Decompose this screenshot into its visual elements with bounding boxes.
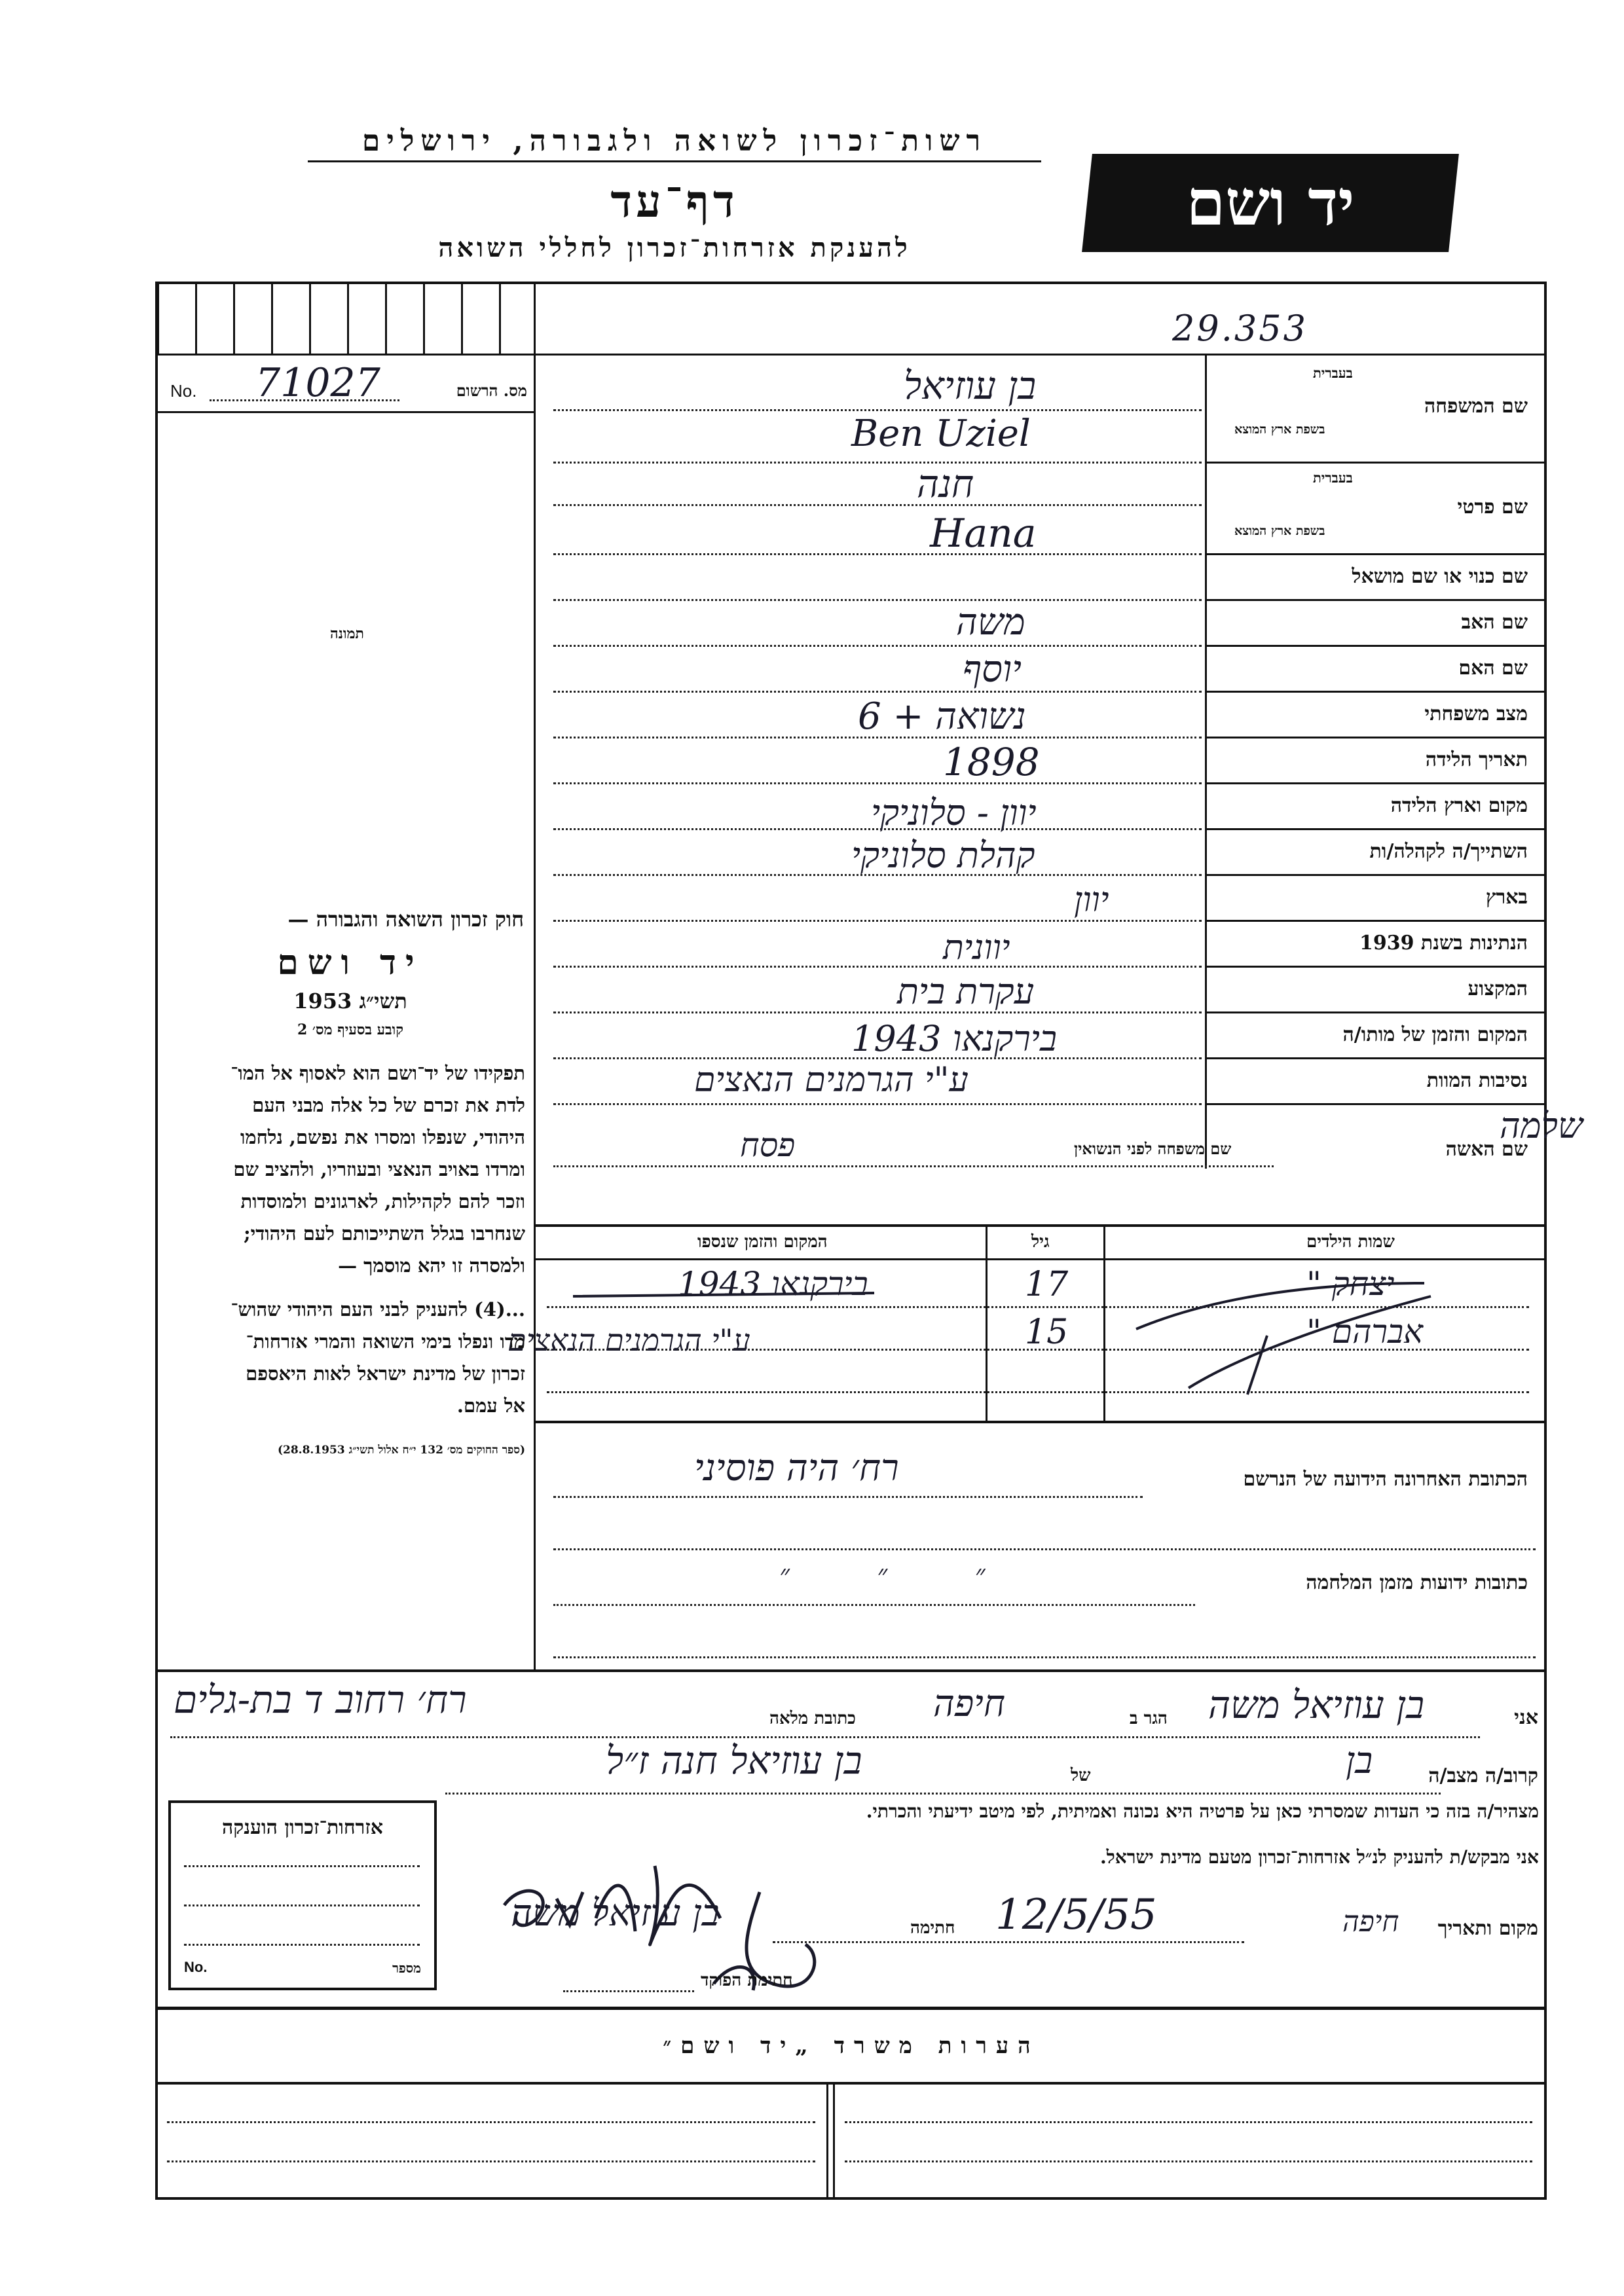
father-label: שם האב xyxy=(1461,611,1528,634)
community-value: קהלת סלוניקי xyxy=(851,835,1035,876)
field-spouse xyxy=(544,1105,1583,1169)
address-label: כתובת מלאה xyxy=(769,1709,856,1728)
declarant-address: רח׳ רחוב ד בת-גלים xyxy=(174,1677,467,1722)
first-name-label: שם פרטי xyxy=(1457,496,1528,519)
law-line: היהודי, שנפלו ומסרו את נפשם, נלחמו xyxy=(240,1126,525,1148)
community-label: השתייך/ה לקהלה/ות xyxy=(1369,840,1528,863)
law-line: ...(4) להעניק לבני העם היהודי שהוש־ xyxy=(231,1298,525,1321)
registration-row xyxy=(170,360,527,406)
nickname-label: שם כנוי או שם מושאל xyxy=(1352,565,1528,588)
field-birth-date xyxy=(1208,737,1542,782)
declarant-row xyxy=(160,1676,1542,1735)
last-address-label: הכתובת האחרונה הידועה של הנרשם xyxy=(1243,1468,1528,1491)
first-name-sub-hebrew: בעברית xyxy=(1313,469,1353,486)
date-value: 12/5/55 xyxy=(995,1891,1157,1939)
child-2-name: אברהם " xyxy=(1306,1313,1424,1351)
children-col-names: שמות הילדים xyxy=(1306,1232,1395,1252)
registration-no-label: מס. הרשום xyxy=(456,381,527,400)
spouse-value: שלמה xyxy=(1500,1105,1583,1146)
child-1-place: בירקנאו 1943 xyxy=(678,1265,868,1303)
citizenship-box-no-he: מספר xyxy=(392,1960,421,1976)
first-name-hebrew: חנה xyxy=(917,462,974,506)
field-country xyxy=(1208,874,1542,920)
signature-scribble xyxy=(498,1853,838,2023)
law-line: ולמסרה זו יהא מוסמך — xyxy=(338,1254,525,1277)
yad-vashem-logo xyxy=(1082,154,1459,252)
law-heading: חוק זכרון השואה והגבורה — xyxy=(287,907,524,932)
law-line: וזכר להם לקהילות, לארגונים ולמוסדות xyxy=(240,1190,525,1212)
marital-label: מצב משפחתי xyxy=(1424,702,1528,725)
birth-date-label: תאריך הלידה xyxy=(1425,748,1528,771)
form-subtitle: להענקת אזרחות־זכרון לחללי השואה xyxy=(438,232,911,263)
form-title: דף־עד xyxy=(610,175,739,228)
resident-label: הגר ב xyxy=(1130,1709,1168,1728)
death-circumstances-label: נסיבות המוות xyxy=(1426,1069,1528,1092)
child-2-age: 15 xyxy=(1025,1313,1069,1352)
maiden-name-label: שם משפחה לפני הנשואין xyxy=(1074,1139,1232,1158)
family-name-sub-origin: בשפת ארץ המוצא xyxy=(1234,422,1325,437)
field-marital xyxy=(1208,691,1542,737)
of-label: של xyxy=(1071,1766,1091,1785)
mother-label: שם האם xyxy=(1458,657,1528,680)
law-text xyxy=(172,1057,525,1422)
office-notes-title: הערות משרד „יד ושם״ xyxy=(663,2033,1040,2059)
first-name-origin: Hana xyxy=(930,511,1037,556)
field-father xyxy=(1208,599,1542,645)
field-profession xyxy=(1208,966,1542,1011)
field-death-circumstances xyxy=(1208,1057,1542,1103)
children-table xyxy=(507,1224,1545,1421)
birth-place-label: מקום וארץ הלידה xyxy=(1390,794,1528,817)
citizenship-box-title: אזרחות־זכרון הוענקה xyxy=(221,1816,384,1839)
field-family-name xyxy=(1208,357,1542,462)
officer-signature-label: חתימת הפוקד xyxy=(701,1971,793,1990)
relation-value: בן xyxy=(1346,1740,1373,1782)
relation-label: קרוב/ה מצב/ה xyxy=(1428,1764,1538,1787)
law-year: תשי״ג 1953 xyxy=(293,989,407,1013)
field-birth-place xyxy=(1208,782,1542,828)
law-name: יד ושם xyxy=(277,943,424,983)
child-1-name: יצחק " xyxy=(1306,1265,1395,1303)
children-col-place: המקום והזמן שנספו xyxy=(697,1232,828,1252)
last-address-row xyxy=(544,1427,1542,1506)
war-address-row xyxy=(544,1552,1542,1611)
child-1-age: 17 xyxy=(1025,1265,1069,1304)
request-text: אני מבקש/ת להעניק לנ״ל אזרחות־זכרון מטעם מדינת ישראל. xyxy=(1099,1846,1539,1868)
law-line: לדת את זכרם של כל אלה מבני העם xyxy=(252,1094,525,1116)
law-line: ומרדו באויב הנאצי ובעוזריו, ולהציב שם xyxy=(233,1158,525,1180)
tick-cells xyxy=(157,283,534,355)
law-line: תפקידו של יד־ושם הוא לאסוף אל המו־ xyxy=(231,1062,525,1084)
law-line: שנחרבו בגלל השתייכותם לעם היהודי; xyxy=(243,1222,525,1245)
country-label: בארץ xyxy=(1485,886,1528,909)
field-mother xyxy=(1208,645,1542,691)
relation-row xyxy=(160,1738,1542,1794)
law-line: זכרון של מדינת ישראל לאות היאספם xyxy=(246,1362,525,1385)
marital-value: נשואה + 6 xyxy=(858,695,1026,738)
birth-place-value: יוון - סלוניקי xyxy=(871,792,1037,833)
registration-number: 71027 xyxy=(255,360,380,406)
photo-label: תמונה xyxy=(330,625,364,642)
children-strike-mark xyxy=(560,1257,1509,1414)
law-line: מדו ונפלו בימי השואה והמרי אזרחות־ xyxy=(246,1330,525,1353)
declaration-text: מצהיר/ה בזה כי העדות שמסרתי כאן על פרטיה היא נכונה ואמיתית, לפי מיטב ידיעתי והכרתי. xyxy=(866,1800,1539,1822)
father-value: משה xyxy=(956,601,1025,644)
death-place-time-label: המקום והזמן של מותו/ה xyxy=(1342,1023,1528,1046)
profession-label: המקצוע xyxy=(1467,977,1528,1000)
declarant-city: חיפה xyxy=(933,1683,1005,1725)
last-address-value: רח׳ היה פוסיני xyxy=(694,1447,899,1489)
first-name-sub-origin: בשפת ארץ המוצא xyxy=(1234,524,1325,538)
citizenship-box-no: No. xyxy=(184,1959,208,1975)
authority-title: רשות־זכרון לשואה ולגבורה, ירושלים xyxy=(308,124,1041,162)
ani-label: אני xyxy=(1514,1706,1538,1729)
top-registration-number: 29.353 xyxy=(1172,308,1308,349)
field-citizenship xyxy=(1208,920,1542,966)
war-address-label: כתובות ידועות מזמן המלחמה xyxy=(1306,1571,1528,1594)
law-line: אל עמם. xyxy=(456,1394,525,1417)
profession-value: עקרת בית xyxy=(897,971,1035,1012)
citizenship-value: יוונית xyxy=(943,928,1010,968)
signature-label: חתימה xyxy=(910,1918,955,1938)
field-nickname xyxy=(1208,553,1542,599)
no-label: No. xyxy=(170,381,197,401)
war-address-value: ״ ״ ״ xyxy=(779,1558,1025,1590)
field-first-name xyxy=(1208,462,1542,553)
birth-date-value: 1898 xyxy=(943,740,1040,784)
citizenship-box xyxy=(168,1800,437,1990)
family-name-sub-hebrew: בעברית xyxy=(1313,365,1353,381)
place-date-label: מקום ותאריך xyxy=(1437,1917,1538,1940)
country-value: יוון xyxy=(1074,881,1109,920)
logo-text: יד ושם xyxy=(1186,166,1355,240)
field-death-place-time xyxy=(1208,1011,1542,1057)
family-name-origin: Ben Uziel xyxy=(851,412,1031,455)
law-clause: קובע בסעיף מס׳ 2 xyxy=(297,1021,404,1038)
death-circumstances-value: ע"י הגרמנים הנאצים xyxy=(694,1061,969,1100)
mother-value: יוסף xyxy=(963,648,1022,691)
death-place-time-value: בירקנאו 1943 xyxy=(851,1018,1057,1059)
maiden-name-value: פסח xyxy=(740,1126,796,1164)
spouse-label: שם האשה xyxy=(1445,1138,1528,1161)
law-source: (ספר החוקים מס׳ 132 י״ח אלול תשי״ג 28.8.1953) xyxy=(277,1444,525,1457)
children-col-age: גיל xyxy=(1031,1232,1050,1252)
signature-value: בן עוזיאל משה xyxy=(511,1892,720,1935)
family-name-hebrew: בן עוזיאל xyxy=(904,363,1037,408)
citizenship-label: הנתינות בשנת 1939 xyxy=(1359,932,1528,955)
declarant-name: בן עוזיאל משה xyxy=(1208,1683,1425,1727)
place-value: חיפה xyxy=(1342,1905,1399,1939)
child-2-place: ע"י הגרמנים הנאצים xyxy=(507,1322,750,1358)
family-name-label: שם המשפחה xyxy=(1424,395,1528,418)
of-name: בן עוזיאל חנה ז״ל xyxy=(606,1738,862,1783)
field-community xyxy=(1208,828,1542,874)
